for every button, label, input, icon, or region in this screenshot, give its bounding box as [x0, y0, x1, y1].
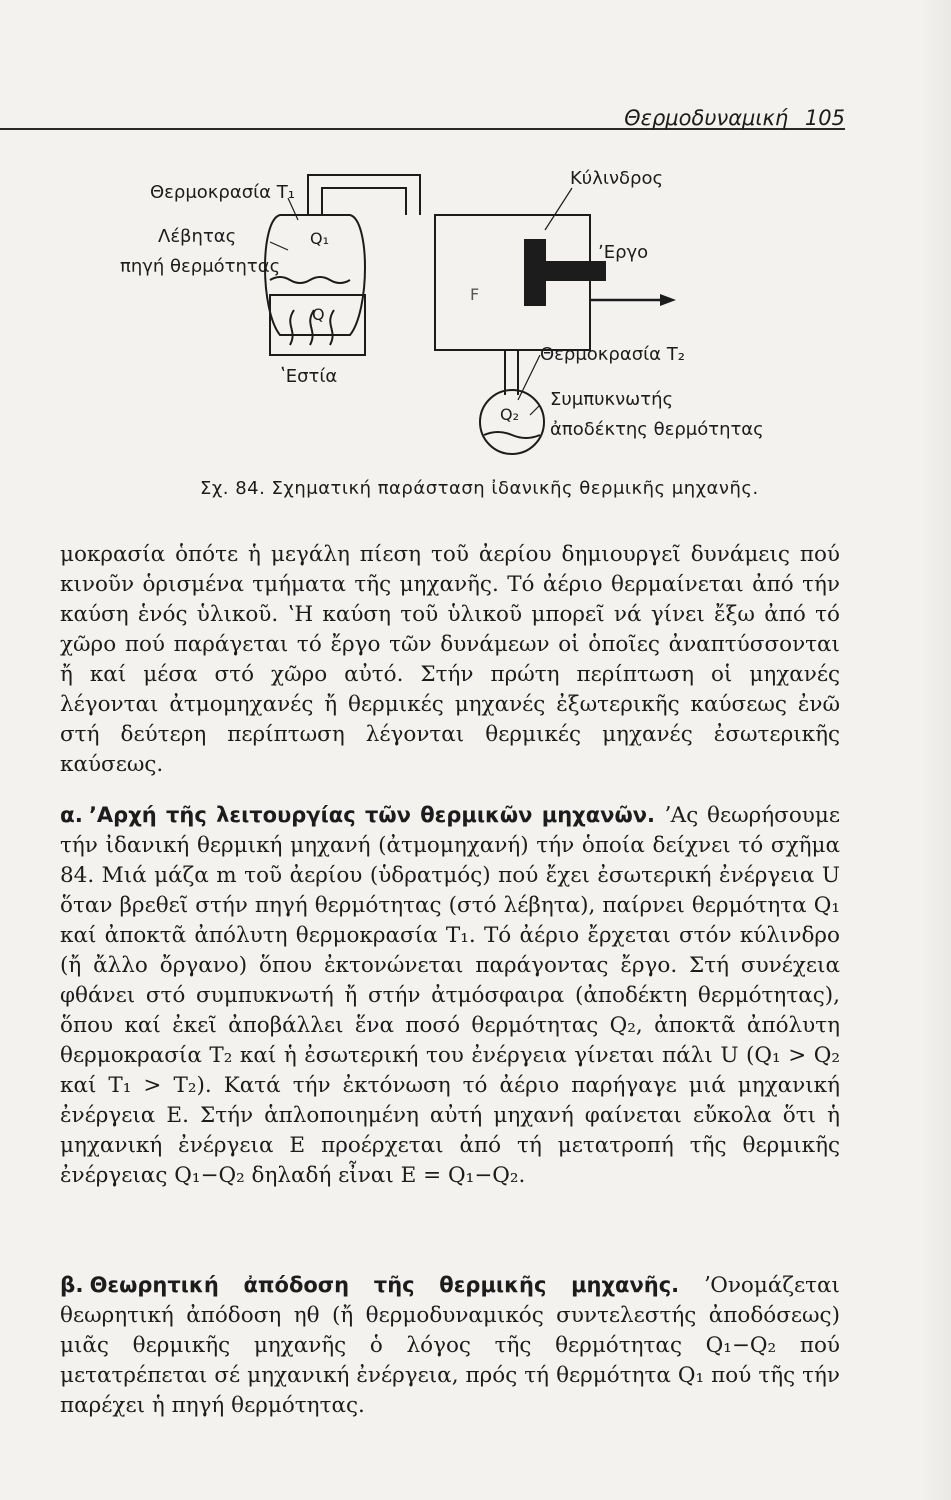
label-q1: Q₁: [310, 229, 330, 248]
section-b-letter: β.: [60, 1273, 84, 1298]
label-work: ʼΕργο: [598, 242, 649, 263]
page-edge-shadow: [920, 0, 951, 1500]
label-temp2: Θερμοκρασία T₂: [540, 344, 685, 365]
leader-temp2: [518, 355, 540, 400]
work-arrowhead: [660, 294, 676, 306]
leader-boiler: [270, 242, 288, 250]
section-a-letter: α.: [60, 803, 83, 828]
condenser-water: [484, 432, 540, 438]
figure-caption: Σχ. 84. Σχηματική παράσταση ἰδανικῆς θερμικῆς μηχανῆς.: [200, 478, 759, 499]
section-a-paragraph: [60, 800, 840, 1191]
section-b: [60, 1270, 840, 1421]
cylinder: [435, 215, 590, 350]
label-cylinder: Κύλινδρος: [570, 168, 664, 189]
water-waves: [270, 277, 350, 283]
leader-condenser: [530, 405, 540, 415]
label-force: F: [470, 285, 480, 304]
label-condenser: Συμπυκνωτής: [550, 389, 674, 410]
hearth-box: [270, 295, 365, 355]
label-boiler: Λέβητας: [158, 226, 237, 247]
piston: [525, 240, 545, 305]
section-b-paragraph: [60, 1270, 840, 1421]
label-q: Q: [312, 305, 325, 324]
intro-paragraph-block: [60, 540, 840, 780]
section-b-text: ʼΟνομάζεται θεωρητική ἀπόδοση ηθ (ἤ θερμοδυναμικός συντελεστής ἀποδόσεως) μιᾶς θερμικῆς μηχανῆς ὁ λόγος τῆς θερμότητας Q₁−Q₂ πού μετατρέπεται σέ μηχανική ἐνέργεια, πρός τή θερμότητα Q₁ πού τῆς τήν παρέχει ἡ πηγή θερμότητας.: [60, 1273, 840, 1418]
heat-engine-figure: [120, 160, 840, 480]
section-a-text: ʼΑς θεωρήσουμε τήν ἰδανική θερμική μηχανή (ἀτμομηχανή) τήν ὁποία δείχνει τό σχῆμα 84. Μιά μάζα m τοῦ ἀερίου (ὑδρατμός) πού ἔχει ἐσωτερική ἐνέργεια U ὅταν βρεθεῖ στήν πηγή θερμότητας (στό λέβητα), παίρνει θερμότητα Q₁ καί ἀποκτᾶ ἀπόλυτη θερμοκρασία T₁. Τό ἀέριο ἔρχεται στόν κύλινδρο (ἤ ἄλλο ὄργανο) ὅπου ἐκτονώνεται παράγοντας ἔργο. Στή συνέχεια φθάνει στό συμπυκνωτή ἤ στήν ἀτμόσφαιρα (ἀποδέκτη θερμότητας), ὅπου καί ἐκεῖ ἀποβάλλει ἕνα ποσό θερμότητας Q₂, ἀποκτᾶ ἀπόλυτη θερμοκρασία T₂ καί ἡ ἐσωτερική του ἐνέργεια γίνεται πάλι U (Q₁ > Q₂ καί T₁ > T₂). Κατά τήν ἐκτόνωση τό ἀέριο παρήγαγε μιά μηχανική ἐνέργεια E. Στήν ἁπλοποιημένη αὐτή μηχανή φαίνεται εὔκολα ὅτι ἡ μηχανική ἐνέργεια E προέρχεται ἀπό τή μετατροπή τῆς θερμικῆς ἐνέργειας Q₁−Q₂ δηλαδή εἶναι E = Q₁−Q₂.: [60, 803, 840, 1188]
section-b-heading: Θεωρητική ἀπόδοση τῆς θερμικῆς μηχανῆς.: [89, 1273, 680, 1297]
running-head: [624, 106, 845, 130]
label-heat-source: πηγή θερμότητας: [120, 256, 281, 277]
label-temp1: Θερμοκρασία T₁: [150, 182, 295, 203]
section-a: [60, 800, 840, 1191]
label-heat-sink: ἀποδέκτης θερμότητας: [550, 419, 764, 440]
intro-paragraph: μοκρασία ὁπότε ἡ μεγάλη πίεση τοῦ ἀερίου δημιουργεῖ δυνάμεις πού κινοῦν ὁρισμένα τμήματα τῆς μηχανῆς. Τό ἀέριο θερμαίνεται ἀπό τήν καύση ἑνός ὑλικοῦ. ʽΗ καύση τοῦ ὑλικοῦ μπορεῖ νά γίνει ἔξω ἀπό τό χῶρο πού παράγεται τό ἔργο τῶν δυνάμεων οἱ ὁποῖες ἀναπτύσσονται ἤ καί μέσα στό χῶρο αὐτό. Στήν πρώτη περίπτωση οἱ μηχανές λέγονται ἀτμομηχανές ἤ θερμικές μηχανές ἐξωτερικῆς καύσεως ἐνῶ στή δεύτερη περίπτωση λέγονται θερμικές μηχανές ἐσωτερικῆς καύσεως.: [60, 542, 840, 777]
label-q2: Q₂: [500, 405, 520, 424]
steam-pipe: [308, 175, 420, 215]
running-head-title: Θερμοδυναμική: [624, 106, 789, 130]
piston-rod: [545, 262, 605, 280]
section-a-heading: ʼΑρχή τῆς λειτουργίας τῶν θερμικῶν μηχανῶν.: [88, 803, 655, 827]
exhaust-pipe: [505, 350, 518, 395]
label-hearth: ʽΕστία: [280, 366, 338, 387]
leader-cylinder: [545, 188, 572, 230]
page-number: 105: [804, 106, 845, 130]
